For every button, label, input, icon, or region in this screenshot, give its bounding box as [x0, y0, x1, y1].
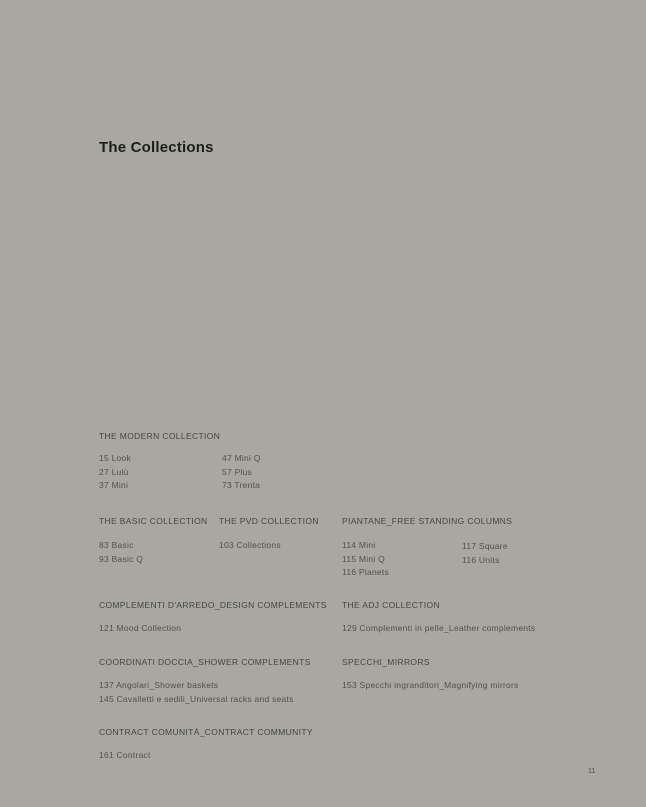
- toc-column-adj: [342, 622, 535, 636]
- toc-entry: 15 Look: [99, 453, 131, 463]
- toc-entry: 73 Trenta: [222, 480, 261, 490]
- toc-column-basic: [99, 539, 143, 566]
- toc-entry: 103 Collections: [219, 540, 281, 550]
- toc-entry: 161 Contract: [99, 750, 151, 760]
- toc-entry: 129 Complementi in pelle_Leather complements: [342, 623, 536, 633]
- section-heading-contract: CONTRACT COMUNITÀ_CONTRACT COMMUNITY: [99, 727, 313, 737]
- toc-entry: 93 Basic Q: [99, 553, 144, 564]
- toc-entry: 83 Basic: [99, 540, 134, 550]
- toc-entry: 153 Specchi ingranditori_Magnifying mirrors: [342, 680, 519, 690]
- toc-entry: 27 Lulù: [99, 466, 129, 477]
- section-heading-specchi: SPECCHI_MIRRORS: [342, 657, 430, 667]
- section-heading-coordinati: COORDINATI DOCCIA_SHOWER COMPLEMENTS: [99, 657, 311, 667]
- toc-entry: 137 Angolari_Shower baskets: [99, 680, 219, 690]
- toc-entry: 116 Planets: [342, 567, 390, 577]
- toc-entry: 115 Mini Q: [342, 553, 385, 564]
- toc-entry: 121 Mood Collection: [99, 623, 182, 633]
- toc-entry: 117 Square: [462, 541, 508, 551]
- toc-column-contract: [99, 749, 151, 763]
- toc-column-piantane-1: [342, 539, 389, 580]
- toc-column-modern-2: [222, 452, 261, 493]
- section-heading-pvd: THE PVD COLLECTION: [219, 516, 319, 526]
- toc-entry: 57 Plus: [222, 466, 253, 477]
- page-number: 11: [588, 768, 596, 775]
- toc-column-coordinati: [99, 679, 294, 706]
- toc-entry: 37 Mini: [99, 480, 129, 490]
- page-title: The Collections: [99, 139, 214, 156]
- toc-column-piantane-2: [462, 540, 508, 567]
- toc-entry: 114 Mini: [342, 540, 376, 550]
- toc-entry: 116 Units: [462, 554, 500, 565]
- section-heading-piantane: PIANTANE_FREE STANDING COLUMNS: [342, 516, 513, 526]
- toc-entry: 47 Mini Q: [222, 453, 261, 463]
- toc-entry: 145 Cavalletti e sedili_Universal racks and seats: [99, 693, 294, 704]
- toc-column-modern-1: [99, 452, 131, 493]
- section-heading-basic: THE BASIC COLLECTION: [99, 516, 208, 526]
- section-heading-complementi: COMPLEMENTI D'ARREDO_DESIGN COMPLEMENTS: [99, 600, 327, 610]
- section-heading-modern: THE MODERN COLLECTION: [99, 431, 221, 441]
- toc-column-complementi: [99, 622, 181, 636]
- section-heading-adj: THE ADJ COLLECTION: [342, 600, 440, 610]
- toc-column-pvd: [219, 539, 281, 553]
- toc-column-specchi: [342, 679, 519, 693]
